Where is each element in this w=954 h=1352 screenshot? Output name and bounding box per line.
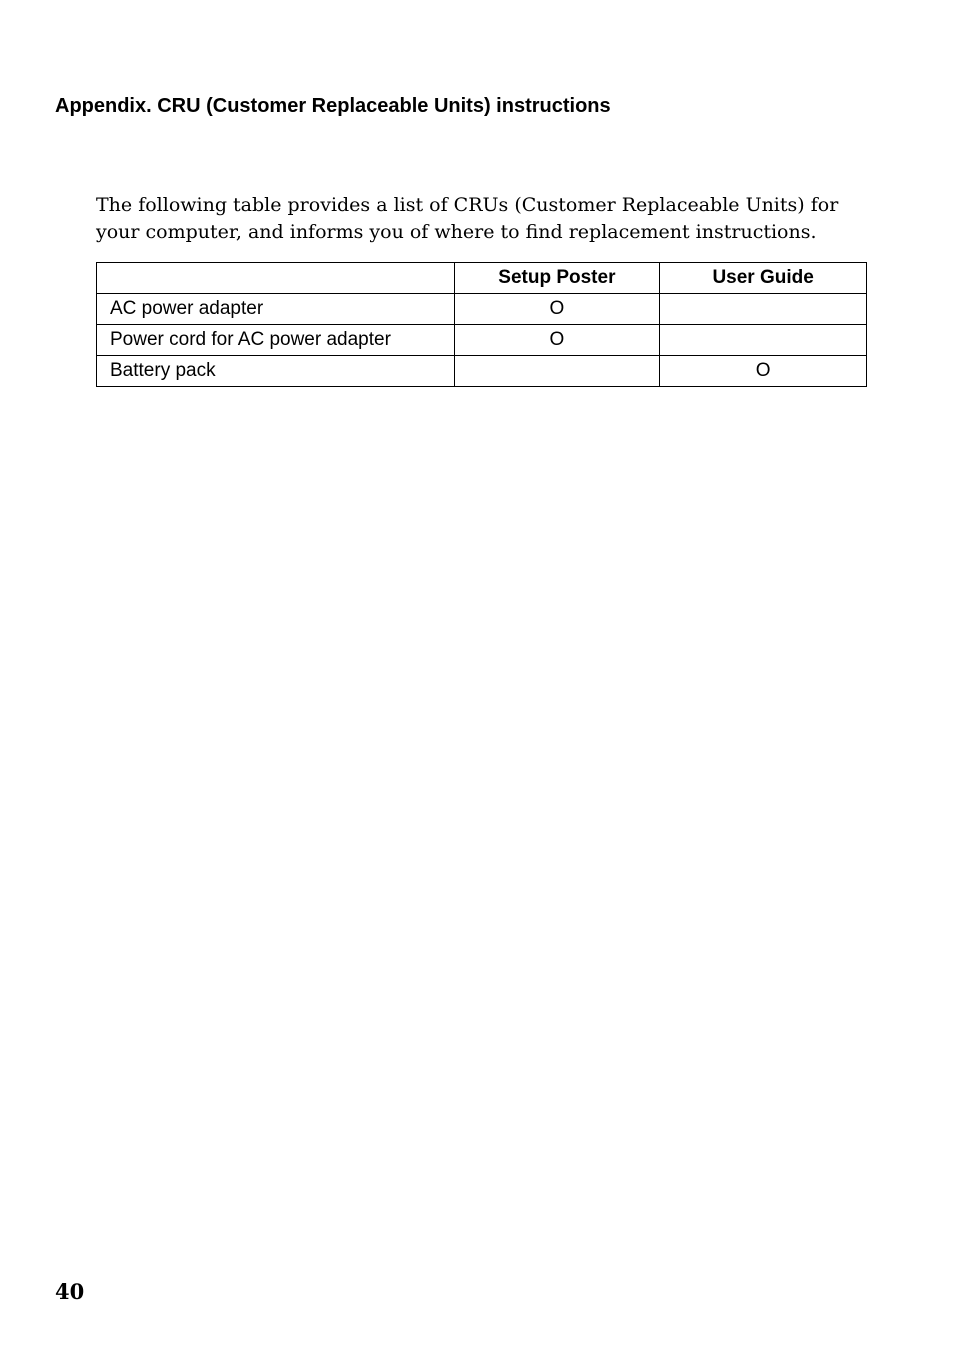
cru-name-cell: Power cord for AC power adapter [97,325,455,356]
table-row [97,294,867,325]
cru-name-cell: Battery pack [97,356,455,387]
column-header-setup-poster: Setup Poster [454,263,660,294]
setup-poster-cell [454,356,660,387]
setup-poster-cell: O [454,325,660,356]
page-title: Appendix. CRU (Customer Replaceable Units) instructions [55,95,611,117]
user-guide-cell: O [660,356,867,387]
column-header-user-guide: User Guide [660,263,867,294]
intro-line-1: The following table provides a list of CRUs (Customer Replaceable Units) for [96,194,839,216]
column-header-item [97,263,455,294]
cru-table [96,262,867,387]
page-number: 40 [55,1279,85,1304]
cru-name-cell: AC power adapter [97,294,455,325]
user-guide-cell [660,325,867,356]
intro-paragraph [96,192,886,246]
intro-line-2: your computer, and informs you of where to find replacement instructions. [96,221,817,243]
table-row [97,356,867,387]
user-guide-cell [660,294,867,325]
setup-poster-cell: O [454,294,660,325]
table-header-row [97,263,867,294]
table-row [97,325,867,356]
